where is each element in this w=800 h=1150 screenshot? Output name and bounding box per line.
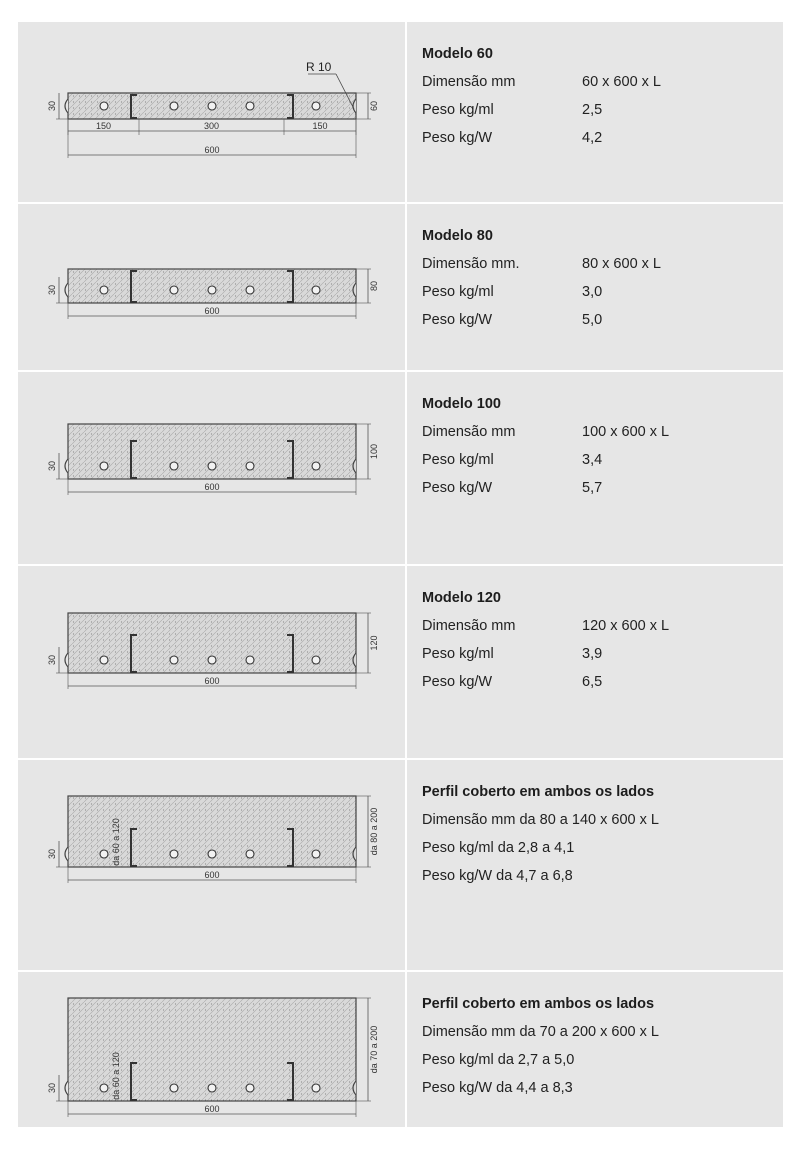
inner-dimension-label: da 60 a 120 xyxy=(111,818,121,866)
spec-line xyxy=(422,100,775,128)
profile-drawing xyxy=(18,972,407,1127)
spec-label: Peso kg/W da 4,7 a 6,8 xyxy=(422,868,573,884)
left-dimension-label: 30 xyxy=(47,460,57,471)
spec-line xyxy=(422,72,775,100)
left-dimension-label: 30 xyxy=(47,654,57,665)
hole xyxy=(246,102,254,110)
spec-value: 4,2 xyxy=(582,130,603,146)
spec-value: 3,0 xyxy=(582,284,603,300)
profile-drawing xyxy=(18,372,407,564)
width-dimension-label: 600 xyxy=(204,306,220,316)
spec-label: Peso kg/W xyxy=(422,130,493,146)
spec-value: 5,7 xyxy=(582,480,603,496)
spec-line xyxy=(422,644,775,672)
spec-line xyxy=(422,478,775,506)
spec-line xyxy=(422,672,775,700)
spec-value: 60 x 600 x L xyxy=(582,74,661,90)
profile-body xyxy=(68,424,356,479)
model-title: Perfil coberto em ambos os lados xyxy=(422,996,655,1012)
radius-label: R 10 xyxy=(306,60,332,74)
right-dimension-label: da 70 a 200 xyxy=(369,1025,379,1074)
left-dimension-label: 30 xyxy=(47,100,57,111)
profile-drawing-svg xyxy=(18,22,407,204)
product-row xyxy=(18,760,783,972)
hole xyxy=(170,656,178,664)
hole xyxy=(208,462,216,470)
hole xyxy=(246,656,254,664)
spec-label: Dimensão mm xyxy=(422,424,516,440)
profile-drawing xyxy=(18,204,407,370)
spec-value: 120 x 600 x L xyxy=(582,618,670,634)
spec-line xyxy=(422,1050,775,1078)
spec-label: Peso kg/W xyxy=(422,312,493,328)
profile-drawing xyxy=(18,760,407,970)
spec-block xyxy=(422,994,775,1106)
profile-drawing-svg xyxy=(18,204,407,372)
hole xyxy=(312,286,320,294)
product-row xyxy=(18,372,783,566)
profile-drawing-svg xyxy=(18,972,407,1127)
hole xyxy=(246,850,254,858)
hole xyxy=(100,656,108,664)
width-dimension-label: 600 xyxy=(204,145,220,155)
profile-drawing-svg xyxy=(18,760,407,972)
profile-drawing-svg xyxy=(18,566,407,760)
spec-label: Peso kg/ml xyxy=(422,646,494,662)
hole xyxy=(246,462,254,470)
right-dimension-label: 120 xyxy=(369,635,379,651)
model-title: Modelo 120 xyxy=(422,590,501,606)
spec-label: Dimensão mm da 80 a 140 x 600 x L xyxy=(422,812,659,828)
spec-label: Peso kg/W xyxy=(422,674,493,690)
profile-drawing xyxy=(18,22,407,202)
left-dimension-label: 30 xyxy=(47,1082,57,1093)
spec-label: Peso kg/ml xyxy=(422,102,494,118)
hole xyxy=(312,102,320,110)
spec-block xyxy=(422,226,775,338)
width-dimension-label: 600 xyxy=(204,676,220,686)
segment-dimension-label: 150 xyxy=(95,121,112,131)
spec-label: Dimensão mm xyxy=(422,618,516,634)
spec-value: 3,4 xyxy=(582,452,603,468)
width-dimension-label: 600 xyxy=(204,1104,220,1114)
right-dimension-label: 80 xyxy=(369,280,379,292)
spec-label: Dimensão mm xyxy=(422,74,516,90)
segment-dimension-label: 300 xyxy=(203,121,220,131)
spec-line xyxy=(422,1078,775,1106)
spec-block xyxy=(422,394,775,506)
profile-drawing-svg xyxy=(18,372,407,566)
spec-label: Peso kg/W da 4,4 a 8,3 xyxy=(422,1080,573,1096)
spec-line xyxy=(422,1022,775,1050)
spec-block xyxy=(422,44,775,156)
spec-label: Dimensão mm. xyxy=(422,256,520,272)
left-dimension-label: 30 xyxy=(47,284,57,295)
hole xyxy=(170,1084,178,1092)
hole xyxy=(100,462,108,470)
hole xyxy=(312,462,320,470)
spec-line xyxy=(422,310,775,338)
spec-value: 2,5 xyxy=(582,102,603,118)
hole xyxy=(208,1084,216,1092)
spec-value: 80 x 600 x L xyxy=(582,256,661,272)
spec-value: 3,9 xyxy=(582,646,603,662)
spec-block xyxy=(422,588,775,700)
product-row xyxy=(18,566,783,760)
spec-label: Peso kg/W xyxy=(422,480,493,496)
model-title: Perfil coberto em ambos os lados xyxy=(422,784,655,800)
spec-label: Peso kg/ml da 2,8 a 4,1 xyxy=(422,840,575,856)
hole xyxy=(208,656,216,664)
hole xyxy=(100,1084,108,1092)
spec-line xyxy=(422,450,775,478)
spec-label: Peso kg/ml xyxy=(422,284,494,300)
hole xyxy=(170,462,178,470)
spec-value: 5,0 xyxy=(582,312,603,328)
left-dimension-label: 30 xyxy=(47,848,57,859)
hole xyxy=(208,286,216,294)
hole xyxy=(170,286,178,294)
spec-line xyxy=(422,838,775,866)
model-title: Modelo 60 xyxy=(422,46,493,62)
spec-line xyxy=(422,866,775,894)
product-row xyxy=(18,204,783,372)
spec-label: Dimensão mm da 70 a 200 x 600 x L xyxy=(422,1024,659,1040)
hole xyxy=(312,656,320,664)
right-dimension-label: 60 xyxy=(369,100,379,112)
hole xyxy=(246,286,254,294)
spec-line xyxy=(422,254,775,282)
spec-block xyxy=(422,782,775,894)
hole xyxy=(100,286,108,294)
hole xyxy=(170,850,178,858)
model-title: Modelo 80 xyxy=(422,228,493,244)
hole xyxy=(246,1084,254,1092)
product-row xyxy=(18,972,783,1127)
hole xyxy=(312,850,320,858)
spec-line xyxy=(422,422,775,450)
right-dimension-label: da 80 a 200 xyxy=(369,807,379,856)
profile-drawing xyxy=(18,566,407,758)
spec-line xyxy=(422,282,775,310)
spec-line xyxy=(422,616,775,644)
hole xyxy=(100,102,108,110)
product-table xyxy=(18,22,783,1127)
spec-line xyxy=(422,810,775,838)
hole xyxy=(208,102,216,110)
hole xyxy=(208,850,216,858)
spec-line xyxy=(422,128,775,156)
right-dimension-label: 100 xyxy=(369,443,379,460)
spec-label: Peso kg/ml da 2,7 a 5,0 xyxy=(422,1052,575,1068)
spec-label: Peso kg/ml xyxy=(422,452,494,468)
product-row xyxy=(18,22,783,204)
inner-dimension-label: da 60 a 120 xyxy=(111,1052,121,1100)
hole xyxy=(100,850,108,858)
width-dimension-label: 600 xyxy=(204,482,220,492)
hole xyxy=(170,102,178,110)
hole xyxy=(312,1084,320,1092)
segment-dimension-label: 150 xyxy=(312,121,328,131)
model-title: Modelo 100 xyxy=(422,396,501,412)
spec-value: 100 x 600 x L xyxy=(582,424,670,440)
width-dimension-label: 600 xyxy=(204,870,220,880)
spec-value: 6,5 xyxy=(582,674,603,690)
